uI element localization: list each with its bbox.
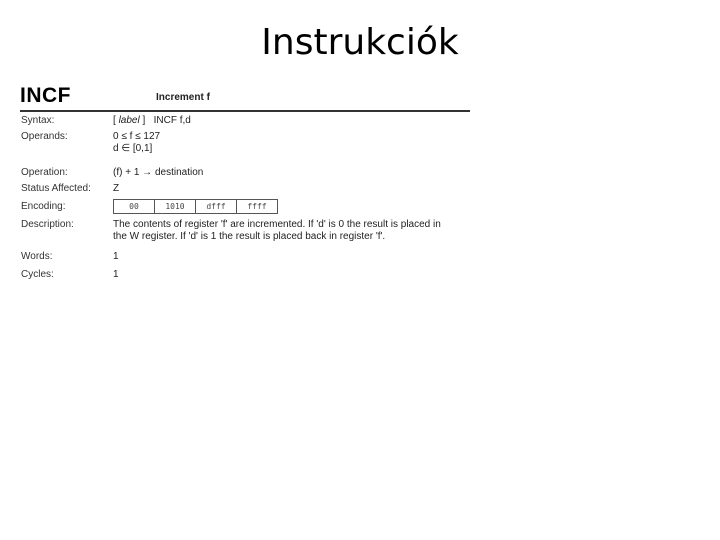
encoding-row	[21, 199, 471, 219]
syntax-bracket-close: ]	[142, 115, 146, 126]
encoding-cell: ffff	[237, 200, 278, 214]
syntax-label: Syntax:	[21, 115, 55, 126]
words-value: 1	[113, 251, 119, 262]
cycles-label: Cycles:	[21, 269, 54, 280]
status-value: Z	[113, 183, 120, 194]
operand-d-range: d ∈ [0,1]	[113, 143, 153, 154]
description-value	[113, 219, 441, 243]
description-row	[21, 219, 471, 251]
operation-value: (f) + 1 → destination	[113, 167, 204, 178]
cycles-value: 1	[113, 269, 119, 280]
syntax-label-placeholder: label	[118, 115, 140, 126]
operands-value	[113, 131, 160, 155]
encoding-cell: dfff	[196, 200, 237, 214]
words-label: Words:	[21, 251, 53, 262]
syntax-row	[21, 115, 471, 131]
operands-label: Operands:	[21, 131, 68, 142]
syntax-text: INCF f,d	[153, 115, 191, 126]
instruction-spec	[20, 84, 472, 280]
description-line: The contents of register 'f' are incremented. If 'd' is 0 the result is placed in	[113, 219, 441, 230]
instruction-mnemonic: INCF	[20, 84, 71, 107]
operands-row	[21, 131, 471, 167]
syntax-bracket-open: [	[113, 115, 116, 126]
description-line: the W register. If 'd' is 1 the result is placed back in register 'f'.	[113, 231, 386, 242]
words-row	[21, 251, 471, 269]
instruction-short-description: Increment f	[156, 92, 210, 103]
instruction-fields	[21, 115, 471, 285]
encoding-cell: 00	[114, 200, 155, 214]
encoding-cell: 1010	[155, 200, 196, 214]
operation-row	[21, 167, 471, 183]
encoding-table	[113, 199, 278, 214]
status-row	[21, 183, 471, 199]
header-divider	[20, 110, 470, 112]
status-label: Status Affected:	[21, 183, 91, 194]
syntax-value	[113, 115, 191, 127]
operation-label: Operation:	[21, 167, 68, 178]
description-label: Description:	[21, 219, 74, 230]
cycles-row	[21, 269, 471, 285]
instruction-header	[20, 84, 472, 110]
encoding-label: Encoding:	[21, 201, 66, 212]
slide-title: Instrukciók	[261, 22, 459, 63]
operand-f-range: 0 ≤ f ≤ 127	[113, 131, 161, 142]
